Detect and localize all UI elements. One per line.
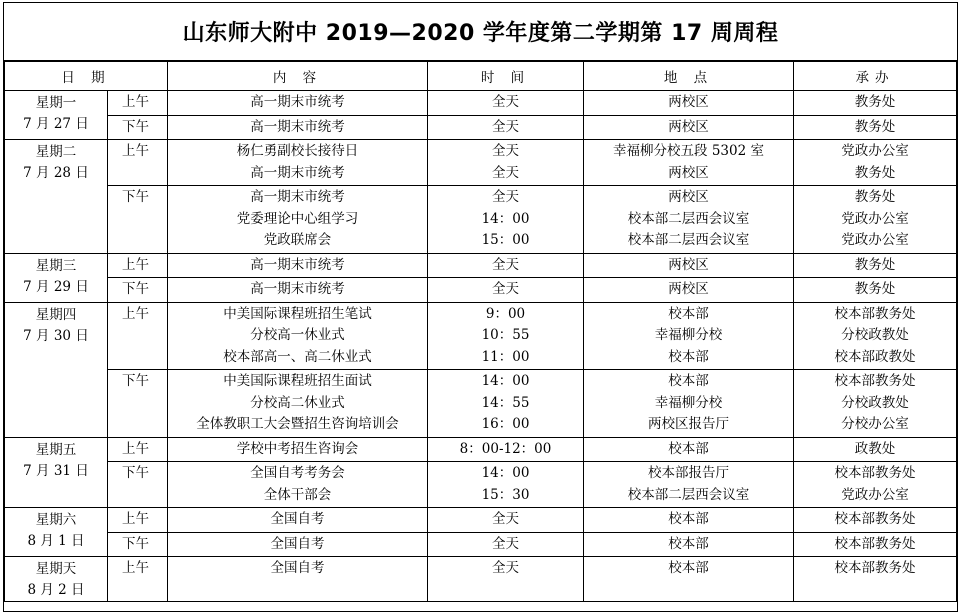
content-cell bbox=[168, 302, 428, 370]
date-label: 7 月 31 日 bbox=[23, 462, 89, 479]
content-cell bbox=[168, 253, 428, 278]
header-place: 地 点 bbox=[584, 62, 794, 91]
schedule-row bbox=[5, 186, 957, 254]
place-text: 两校区报告厅 bbox=[648, 416, 730, 432]
period-label: 下午 bbox=[122, 189, 149, 205]
period-cell bbox=[108, 186, 168, 254]
time-text: 14：00 bbox=[481, 210, 530, 227]
weekday-label: 星期三 bbox=[35, 257, 77, 274]
schedule-row bbox=[5, 532, 957, 557]
place-text: 幸福柳分校五段 5302 室 bbox=[613, 143, 764, 159]
schedule-row bbox=[5, 115, 957, 140]
day-cell bbox=[5, 557, 108, 602]
schedule-row bbox=[5, 253, 957, 278]
place-text: 两校区 bbox=[668, 94, 709, 110]
content-cell bbox=[168, 532, 428, 557]
schedule-document bbox=[3, 2, 958, 612]
period-cell bbox=[108, 140, 168, 186]
place-text: 校本部 bbox=[668, 440, 709, 457]
host-text: 教务处 bbox=[854, 164, 896, 181]
host-text: 教务处 bbox=[854, 118, 896, 135]
place-text: 校本部 bbox=[668, 535, 709, 552]
content-text: 全国自考 bbox=[270, 535, 325, 552]
period-label: 上午 bbox=[122, 511, 149, 527]
time-text: 14：00 bbox=[481, 465, 530, 481]
place-cell bbox=[584, 437, 794, 462]
content-text: 高一期末市统考 bbox=[250, 256, 345, 273]
host-text: 党政办公室 bbox=[841, 232, 909, 248]
host-cell bbox=[794, 437, 957, 462]
content-text: 分校高二休业式 bbox=[250, 394, 345, 411]
place-cell bbox=[584, 532, 794, 557]
schedule-row bbox=[5, 140, 957, 186]
host-cell bbox=[794, 115, 957, 140]
weekday-label: 星期六 bbox=[35, 512, 77, 528]
host-text: 校本部教务处 bbox=[834, 560, 916, 576]
place-cell bbox=[584, 462, 794, 508]
host-text: 党政办公室 bbox=[841, 210, 909, 227]
period-label: 下午 bbox=[122, 465, 149, 481]
day-cell bbox=[5, 140, 108, 254]
period-label: 下午 bbox=[122, 535, 149, 552]
content-cell bbox=[168, 91, 428, 116]
schedule-table bbox=[4, 61, 957, 602]
content-text: 全国自考 bbox=[270, 511, 325, 527]
host-cell bbox=[794, 140, 957, 186]
content-text: 党委理论中心组学习 bbox=[236, 210, 359, 227]
time-text: 15：00 bbox=[481, 232, 530, 248]
time-text: 全天 bbox=[492, 256, 520, 273]
time-text: 全天 bbox=[492, 164, 520, 181]
period-label: 下午 bbox=[122, 281, 149, 297]
content-cell bbox=[168, 115, 428, 140]
period-cell bbox=[108, 532, 168, 557]
weekday-label: 星期二 bbox=[35, 144, 77, 160]
day-cell bbox=[5, 253, 108, 302]
place-cell bbox=[584, 253, 794, 278]
header-time: 时 间 bbox=[428, 62, 584, 91]
host-text: 教务处 bbox=[854, 281, 896, 297]
period-label: 上午 bbox=[122, 143, 149, 159]
date-label: 7 月 30 日 bbox=[23, 327, 89, 344]
weekday-label: 星期四 bbox=[35, 306, 77, 323]
place-cell bbox=[584, 115, 794, 140]
schedule-row bbox=[5, 508, 957, 533]
place-cell bbox=[584, 557, 794, 602]
time-text: 9：00 bbox=[485, 305, 526, 322]
weekday-label: 星期一 bbox=[35, 95, 77, 111]
place-cell bbox=[584, 91, 794, 116]
content-text: 全体干部会 bbox=[263, 486, 332, 503]
host-text: 校本部政教处 bbox=[834, 348, 916, 365]
content-cell bbox=[168, 140, 428, 186]
day-cell bbox=[5, 437, 108, 508]
date-label: 8 月 2 日 bbox=[27, 582, 85, 598]
date-label: 7 月 27 日 bbox=[23, 116, 89, 132]
time-text: 全天 bbox=[492, 535, 520, 552]
place-cell bbox=[584, 302, 794, 370]
place-text: 幸福柳分校 bbox=[654, 327, 723, 343]
time-cell bbox=[428, 140, 584, 186]
content-text: 高一期末市统考 bbox=[250, 118, 345, 135]
place-cell bbox=[584, 370, 794, 438]
period-label: 上午 bbox=[122, 440, 149, 457]
period-label: 上午 bbox=[122, 305, 149, 322]
schedule-row bbox=[5, 302, 957, 370]
place-text: 校本部报告厅 bbox=[648, 465, 730, 481]
host-cell bbox=[794, 91, 957, 116]
time-cell bbox=[428, 302, 584, 370]
place-text: 校本部二层西会议室 bbox=[627, 486, 750, 503]
host-text: 分校政教处 bbox=[841, 327, 909, 343]
weekday-label: 星期五 bbox=[35, 441, 77, 458]
time-cell bbox=[428, 557, 584, 602]
period-cell bbox=[108, 253, 168, 278]
host-text: 分校办公室 bbox=[841, 416, 909, 432]
schedule-row bbox=[5, 278, 957, 303]
place-cell bbox=[584, 186, 794, 254]
place-cell bbox=[584, 278, 794, 303]
content-cell bbox=[168, 186, 428, 254]
time-text: 16：00 bbox=[481, 416, 530, 432]
date-label: 7 月 28 日 bbox=[23, 165, 89, 181]
period-cell bbox=[108, 462, 168, 508]
time-text: 14：55 bbox=[481, 394, 530, 411]
time-text: 全天 bbox=[492, 511, 520, 527]
time-text: 全天 bbox=[492, 94, 520, 110]
time-cell bbox=[428, 532, 584, 557]
host-text: 教务处 bbox=[854, 189, 896, 205]
content-text: 中美国际课程班招生面试 bbox=[223, 373, 372, 389]
content-text: 高一期末市统考 bbox=[250, 94, 345, 110]
content-text: 党政联席会 bbox=[263, 232, 332, 248]
header-content: 内 容 bbox=[168, 62, 428, 91]
time-cell bbox=[428, 508, 584, 533]
place-text: 两校区 bbox=[668, 256, 709, 273]
day-cell bbox=[5, 302, 108, 437]
period-label: 上午 bbox=[122, 94, 149, 110]
period-cell bbox=[108, 302, 168, 370]
content-text: 校本部高一、高二休业式 bbox=[223, 348, 372, 365]
time-text: 11：00 bbox=[481, 348, 530, 365]
place-text: 校本部二层西会议室 bbox=[627, 210, 750, 227]
host-cell bbox=[794, 557, 957, 602]
content-cell bbox=[168, 370, 428, 438]
content-text: 全国自考考务会 bbox=[250, 465, 345, 481]
time-text: 全天 bbox=[492, 143, 520, 159]
time-text: 全天 bbox=[492, 560, 520, 576]
host-cell bbox=[794, 370, 957, 438]
place-text: 校本部 bbox=[668, 511, 709, 527]
place-text: 校本部 bbox=[668, 305, 709, 322]
content-text: 高一期末市统考 bbox=[250, 281, 345, 297]
place-text: 校本部二层西会议室 bbox=[627, 232, 750, 248]
host-cell bbox=[794, 278, 957, 303]
period-label: 上午 bbox=[122, 256, 149, 273]
host-cell bbox=[794, 302, 957, 370]
host-text: 校本部教务处 bbox=[834, 511, 916, 527]
content-cell bbox=[168, 278, 428, 303]
period-cell bbox=[108, 278, 168, 303]
time-cell bbox=[428, 253, 584, 278]
time-cell bbox=[428, 91, 584, 116]
time-cell bbox=[428, 278, 584, 303]
place-text: 校本部 bbox=[668, 560, 709, 576]
content-text: 学校中考招生咨询会 bbox=[236, 440, 359, 457]
period-cell bbox=[108, 115, 168, 140]
schedule-row bbox=[5, 462, 957, 508]
content-cell bbox=[168, 508, 428, 533]
host-text: 校本部教务处 bbox=[834, 535, 916, 552]
content-text: 高一期末市统考 bbox=[250, 189, 345, 205]
day-cell bbox=[5, 91, 108, 140]
place-text: 校本部 bbox=[668, 373, 709, 389]
host-cell bbox=[794, 186, 957, 254]
time-text: 全天 bbox=[492, 189, 520, 205]
place-cell bbox=[584, 508, 794, 533]
host-cell bbox=[794, 508, 957, 533]
content-text: 全国自考 bbox=[270, 560, 325, 576]
host-cell bbox=[794, 532, 957, 557]
place-text: 幸福柳分校 bbox=[654, 394, 723, 411]
time-cell bbox=[428, 186, 584, 254]
period-cell bbox=[108, 370, 168, 438]
host-text: 党政办公室 bbox=[841, 486, 909, 503]
time-text: 全天 bbox=[492, 118, 520, 135]
weekday-label: 星期天 bbox=[35, 561, 77, 577]
day-cell bbox=[5, 508, 108, 557]
date-label: 8 月 1 日 bbox=[27, 533, 85, 549]
schedule-body bbox=[5, 91, 957, 602]
time-text: 8：00-12：00 bbox=[459, 440, 552, 457]
place-text: 两校区 bbox=[668, 189, 709, 205]
host-text: 校本部教务处 bbox=[834, 373, 916, 389]
host-text: 校本部教务处 bbox=[834, 465, 916, 481]
host-text: 校本部教务处 bbox=[834, 305, 916, 322]
period-label: 下午 bbox=[122, 373, 149, 389]
period-label: 上午 bbox=[122, 560, 149, 576]
schedule-row bbox=[5, 370, 957, 438]
time-text: 15：30 bbox=[481, 486, 530, 503]
time-cell bbox=[428, 370, 584, 438]
schedule-row bbox=[5, 437, 957, 462]
place-text: 两校区 bbox=[668, 118, 709, 135]
time-cell bbox=[428, 437, 584, 462]
header-date: 日 期 bbox=[5, 62, 168, 91]
host-text: 教务处 bbox=[854, 94, 896, 110]
content-cell bbox=[168, 557, 428, 602]
time-cell bbox=[428, 115, 584, 140]
header-row bbox=[5, 62, 957, 91]
place-text: 两校区 bbox=[668, 281, 709, 297]
content-text: 中美国际课程班招生笔试 bbox=[223, 305, 372, 322]
host-cell bbox=[794, 462, 957, 508]
content-cell bbox=[168, 462, 428, 508]
time-cell bbox=[428, 462, 584, 508]
period-cell bbox=[108, 557, 168, 602]
content-text: 高一期末市统考 bbox=[250, 164, 345, 181]
time-text: 10：55 bbox=[481, 327, 530, 343]
content-text: 全体教职工大会暨招生咨询培训会 bbox=[196, 416, 399, 432]
host-text: 教务处 bbox=[854, 256, 896, 273]
host-cell bbox=[794, 253, 957, 278]
period-cell bbox=[108, 437, 168, 462]
content-text: 分校高一休业式 bbox=[250, 327, 345, 343]
host-text: 分校政教处 bbox=[841, 394, 909, 411]
time-text: 14：00 bbox=[481, 373, 530, 389]
date-label: 7 月 29 日 bbox=[23, 278, 89, 295]
host-text: 党政办公室 bbox=[841, 143, 909, 159]
schedule-row bbox=[5, 557, 957, 602]
period-label: 下午 bbox=[122, 118, 149, 135]
schedule-row bbox=[5, 91, 957, 116]
place-text: 校本部 bbox=[668, 348, 709, 365]
header-host: 承办 bbox=[794, 62, 957, 91]
place-cell bbox=[584, 140, 794, 186]
period-cell bbox=[108, 91, 168, 116]
host-text: 政教处 bbox=[854, 440, 896, 457]
place-text: 两校区 bbox=[668, 164, 709, 181]
content-cell bbox=[168, 437, 428, 462]
period-cell bbox=[108, 508, 168, 533]
page-title: 山东师大附中 2019—2020 学年度第二学期第 17 周周程 bbox=[4, 3, 957, 61]
content-text: 杨仁勇副校长接待日 bbox=[236, 143, 359, 159]
time-text: 全天 bbox=[492, 281, 520, 297]
